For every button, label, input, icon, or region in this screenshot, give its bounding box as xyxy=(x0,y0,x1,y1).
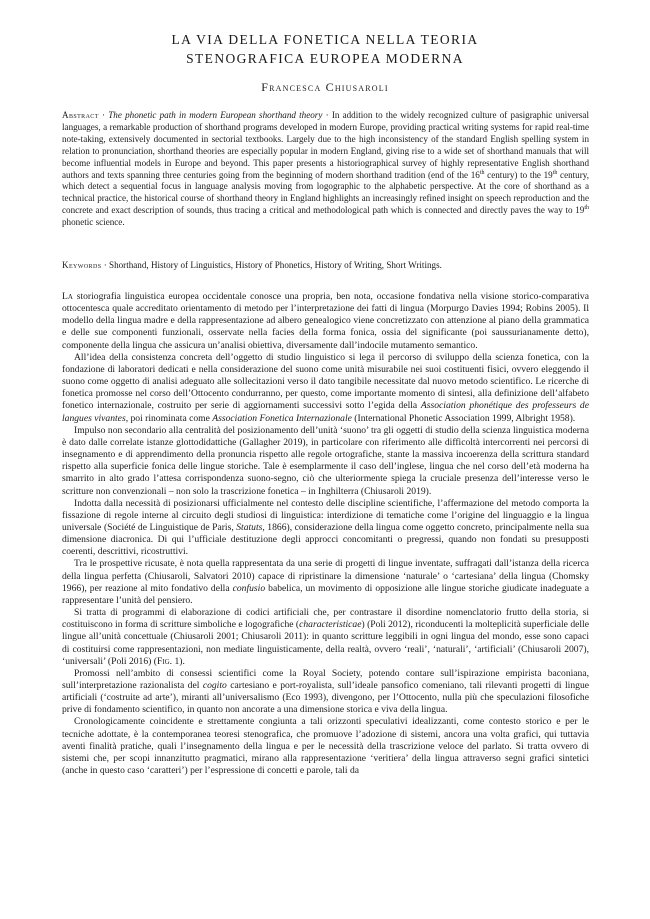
abstract xyxy=(62,110,589,229)
paragraph-text: Si tratta di programmi di elaborazione di codici artificiali che, per contrastare il disordine nomenclatorio frutto della storia, si costituiscono in forma di scritture simboliche e logografiche ( xyxy=(62,607,589,631)
italic-term: characteristicae xyxy=(299,619,362,631)
paragraph-text: Promossi nell’ambito di consessi scientifici come la Royal Society, potendo contare sull’ispirazione empirista baconiana, sull’interpretazione razionalista del xyxy=(62,667,589,691)
paragraph-text: ). xyxy=(179,655,185,667)
body-paragraph xyxy=(62,352,589,425)
paragraph-text: Tra le prospettive ricusate, è nota quella rappresentata da una serie di progetti di lingue inventate, suffragati dall’istanza della ricerca della lingua perfetta (Chiusaroli, Salvatori 2010) capace di ripristinare la dimensione ‘naturale’ o ‘cartesiana’ della lingua (Chomsky 1966), per reazione al mito fondativo della xyxy=(62,558,589,594)
abstract-text: century, which detect a sequential focus in language analysis moving from logographic to the alphabetic perspective. At the core of shorthand as a technical practice, the historical course of shorthand theory in England highlights an increasingly refined insight on speech reproduction and the concrete and exact description of sounds, thus tracing a critical and methodological path which is connected and directly paves the way to 19 xyxy=(62,169,589,216)
article-body xyxy=(62,291,589,777)
superscript: th xyxy=(552,169,558,176)
abstract-separator: · xyxy=(98,110,109,120)
paragraph-text: storiografia linguistica europea occidentale conosce una propria, ben nota, occasione fondativa nella visione storico-comparativa ottocentesca quale accreditato orientamento di metodo per l’interpretazione dei fatti di lingua (Morpurgo Davies 1994; Robins 2005). Il modello della lingua madre e della rappresentazione ad albero genealogico viene concretizzato con attenzione al piano della grammatica e delle sue componenti funzionali, osservate nella facies della forma fonica, ossia del significante (poi saussurianamente detto), componente della lingua che assicura un’analisi obiettiva, diversamente dall’indocile mutamento semantico. xyxy=(62,291,589,351)
body-paragraph: Cronologicamente coincidente e strettamente congiunta a tali orizzonti speculativi idealizzanti, come contesto storico e per le tecniche adottate, è la contemporanea teoresi stenografica, che promuove l’adozione di sistemi, ancora una volta grafici, qui tuttavia aventi finalità pratiche, quali l’insegnamento della lingua e per le necessità della trascrizione veloce del parlato. Si tratta ovvero di sistemi che, per scopi innanzitutto pragmatici, mirano alla rappresentazione ‘veritiera’ della lingua attraverso segni grafici sintetici (anche in questo caso ‘caratteri’) per l’espressione di concetti e parole, tali da xyxy=(62,716,589,777)
superscript: th xyxy=(479,169,485,176)
superscript: th xyxy=(584,205,589,212)
body-paragraph xyxy=(62,558,589,607)
paragraph-lead-word: La xyxy=(62,291,73,302)
body-paragraph xyxy=(62,607,589,668)
author-name: Francesca Chiusaroli xyxy=(261,80,389,94)
paragraph-text: , 1866), considerazione della lingua come oggetto concreto, principalmente nella sua dimensione diacronica. Di qui l’ufficiale destituzione degli approcci concomitanti o pregressi, quando non fondati su presupposti coerenti, descrittivi, ricostruttivi. xyxy=(62,521,589,558)
article-title xyxy=(0,30,650,68)
paragraph-text: All’idea della consistenza concreta dell’oggetto di studio linguistico si lega il percorso di sviluppo della scienza fonetica, con la fondazione di laboratori dedicati e nella considerazione del suono come unità misurabile nei suoi costituenti fisici, ovvero eleggendo il suono come oggetto di analisi adeguato alle sollecitazioni verso il dato tangibile necessitate dal nuovo metodo scientifico. Le ricerche di fonetica promosse nel corso dell’Ottocento condurranno, per questo, come importante momento di sintesi, alla definizione dell’alfabeto fonetico internazionale, costruito per serie di aggiornamenti successivi sotto l’egida della xyxy=(62,351,589,412)
abstract-label: Abstract xyxy=(62,110,99,120)
paragraph-text: babelica, un movimento di opposizione alle lingue storiche giudicate inadeguate a rappresentare l’unità del pensiero. xyxy=(62,582,590,606)
italic-term: cogito xyxy=(202,680,227,691)
abstract-text: century) to the 19 xyxy=(484,169,553,180)
italic-term: Statuts xyxy=(236,521,263,533)
paragraph-text: Indotta dalla necessità di posizionarsi ufficialmente nel contesto delle discipline scientifiche, l’affermazione del metodo comporta la fissazione di regole interne al circuito degli studiosi di linguistica: interdizione di tematiche come l’origine del linguaggio e la lingua universale (Société de Linguistique de Paris, xyxy=(62,497,589,533)
body-paragraph xyxy=(62,668,589,717)
abstract-text: · In addition to the widely recognized culture of pasigraphic universal languages, a remarkable production of shorthand programs developed in modern Europe, providing practical writing systems for rapid real-time note-taking, extensively documented in sectorial textbooks. Largely due to the high inconsistency of the standard English spelling system in relation to pronunciation, shorthand theories are especially popular in modern England, giving rise to a wide set of shorthand manuals that will become influential models in Europe and beyond. This paper presents a historiographical survey of highly representative English shorthand authors and texts spanning three centuries going from the beginning of modern shorthand tradition (end of the 16 xyxy=(62,110,589,180)
article-title-line-1: LA VIA DELLA FONETICA NELLA TEORIA xyxy=(171,32,479,47)
abstract-english-title: The phonetic path in modern European shorthand theory xyxy=(108,110,323,120)
paragraph-text: (International Phonetic Association 1999, Albright 1958). xyxy=(351,412,576,424)
article-title-line-2: STENOGRAFICA EUROPEA MODERNA xyxy=(186,51,464,66)
paragraph-text: , poi rinominata come xyxy=(125,412,213,424)
italic-term: Association Fonetica Internazionale xyxy=(212,412,352,424)
abstract-text: phonetic science. xyxy=(62,217,125,228)
italic-term: Association phonétique des professeurs de langues vivantes xyxy=(62,400,589,424)
body-paragraph xyxy=(62,498,589,559)
body-paragraph: Impulso non secondario alla centralità del posizionamento dell’unità ‘suono’ tra gli oggetti di studio della scienza linguistica moderna è dato dalle correlate istanze glottodidattiche (Gallagher 2019), in particolare con riferimento alle difficoltà intercorrenti nei percorsi di insegnamento e di apprendimento della pronuncia rispetto alle regole ortografiche, stante la massiva incoerenza della scrittura standard rispetto alla superficie fonica delle lingue storiche. Tale è esemplarmente il caso dell’inglese, lingua che nel corso dell’età moderna ha smarrito in alto grado l’attesa corrispondenza suono-segno, ciò che ulteriormente spiega la cruciale presenza dell’interesse verso le scritture non convenzionali – non solo la trascrizione fonetica – in Inghilterra (Chiusaroli 2019). xyxy=(62,424,589,497)
body-paragraph xyxy=(62,291,589,352)
figure-reference: Fig. 1 xyxy=(156,655,180,667)
keywords xyxy=(62,259,589,271)
paragraph-text: cartesiano e port-royalista, sull’ideale pansofico comeniano, tali rilevanti progetti di lingue artificiali (‘costruite ad arte’), miranti all’universalismo (Eco 1993), divengono, per l’Ottocento, nulla più che speculazioni filosofiche prive di fondamento scientifico, in quanto non ancorate a una dimensione storica e viva della lingua. xyxy=(62,680,589,716)
paragraph-text: ) (Poli 2012), riconducenti la molteplicità superficiale delle lingue all’unità concettuale (Chiusaroli 2001; Chiusaroli 2011): in quanto scritture leggibili in ogni lingua del mondo, esse sono capaci di costituirsi come rappresentazioni, non mediate linguisticamente, della realtà, ovvero ‘reali’, ‘naturali’, ‘artificiali’ (Chiusaroli 2007), ‘universali’ (Poli 2016) ( xyxy=(62,619,589,667)
keywords-text: · Shorthand, History of Linguistics, History of Phonetics, History of Writing, Short Writings. xyxy=(101,260,442,270)
keywords-label: Keywords xyxy=(62,260,102,270)
italic-term: confusio xyxy=(232,582,266,594)
